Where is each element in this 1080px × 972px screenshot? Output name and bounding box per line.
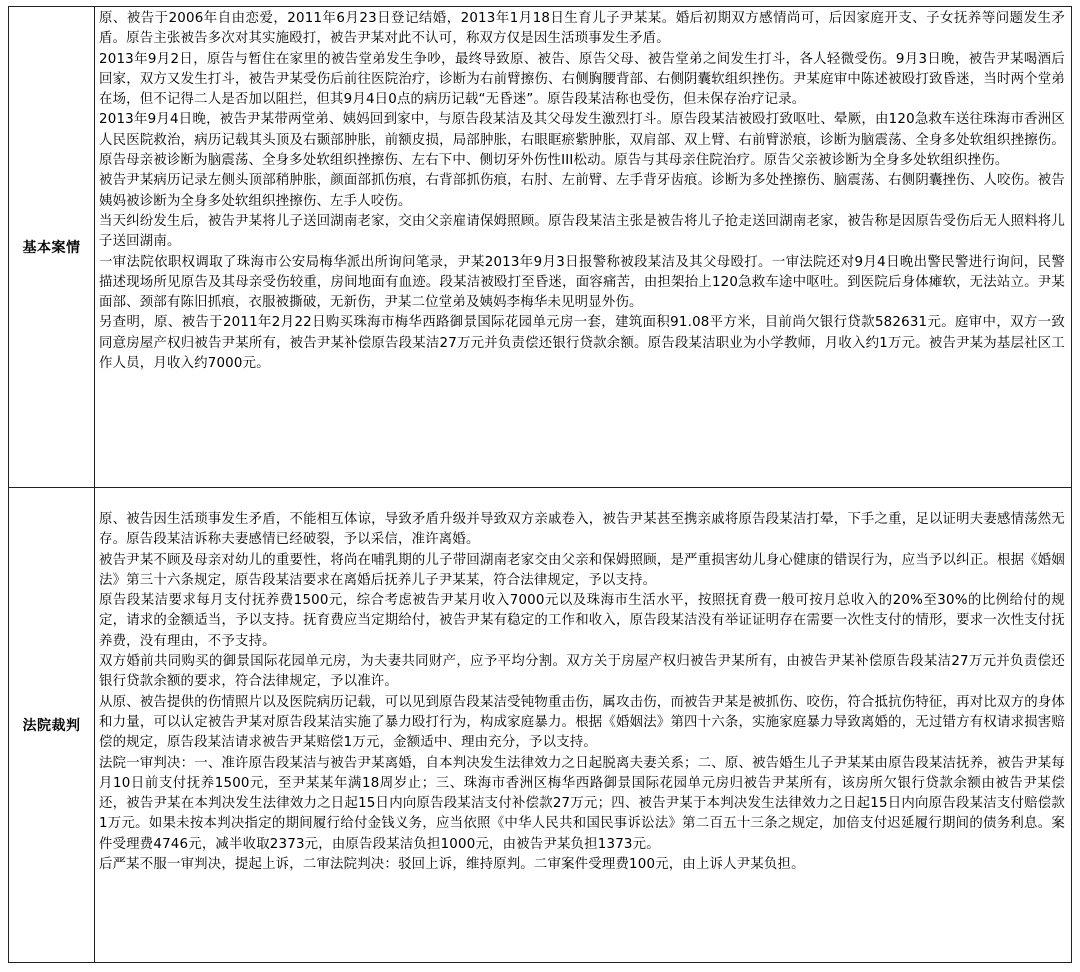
paragraph: 被告尹某病历记录左侧头顶部稍肿胀，颜面部抓伤痕，右背部抓伤痕，右肘、左前臂、左手背牙齿痕。诊断为多处挫擦伤、脑震荡、右侧阴囊挫伤、人咬伤。被告姨妈被诊断为全身多处软组织挫擦伤、左手人咬伤。 xyxy=(99,173,1065,209)
paragraph: 被告尹某不顾及母亲对幼儿的重要性，将尚在哺乳期的儿子带回湖南老家交由父亲和保姆照顾，是严重损害幼儿身心健康的错误行为，应当予以纠正。根据《婚姻法》第三十六条规定，原告段某洁要求在离婚后抚养儿子尹某某，符合法律规定，予以支持。 xyxy=(99,552,1065,588)
paragraph: 双方婚前共同购买的御景国际花园单元房，为夫妻共同财产，应予平均分割。双方关于房屋产权归被告尹某所有，由被告尹某补偿原告段某洁27万元并负责偿还银行贷款余额的要求，符合法律规定，予以准许。 xyxy=(99,654,1065,690)
paragraph: 当天纠纷发生后，被告尹某将儿子送回湖南老家，交由父亲雇请保姆照顾。原告段某洁主张是被告将儿子抢走送回湖南老家，被告称是因原告受伤后无人照料将儿子送回湖南。 xyxy=(99,213,1065,250)
paragraph: 另查明，原、被告于2011年2月22日购买珠海市梅华西路御景国际花园单元房一套，建筑面积91.08平方米，目前尚欠银行贷款582631元。庭审中，双方一致同意房屋产权归被告尹某所有，被告尹某补偿原告段某洁27万元并负责偿还银行贷款余额。原告段某洁职业为小学教师，月收入约1万元。被告尹某为基层社区工作人员，月收入约7000元。 xyxy=(99,315,1065,372)
paragraph: 原、被告于2006年自由恋爱，2011年6月23日登记结婚，2013年1月18日生育儿子尹某某。婚后初期双方感情尚可，后因家庭开支、子女抚养等问题发生矛盾。原告主张被告多次对其实施殴打，被告尹某对此不认可，称双方仅是因生活琐事发生矛盾。 xyxy=(99,11,1066,47)
basic-facts-content xyxy=(95,7,1071,487)
paragraph: 后严某不服一审判决，提起上诉，二审法院判决：驳回上诉，维持原判。二审案件受理费100元，由上诉人尹某负担。 xyxy=(99,857,805,873)
paragraph: 原、被告因生活琐事发生矛盾，不能相互体谅，导致矛盾升级并导致双方亲戚卷入，被告尹某甚至携亲戚将原告段某洁打晕，下手之重，足以证明夫妻感情荡然无存。原告段某洁诉称夫妻感情已经破裂，予以采信，准许离婚。 xyxy=(99,512,1065,548)
paragraph: 法院一审判决：一、准许原告段某洁与被告尹某离婚，自本判决发生法律效力之日起脱离夫妻关系；二、原、被告婚生儿子尹某某由原告段某洁抚养，被告尹某每月10日前支付抚养1500元，至尹某某年满18周岁止；三、珠海市香洲区梅华西路御景国际花园单元房归被告尹某所有，该房所欠银行贷款余额由被告尹某偿还，被告尹某在本判决发生法律效力之日起15日内向原告段某洁支付补偿款27万元；四、被告尹某于本判决发生法律效力之日起15日内向原告段某洁支付赔偿款1万元。如果未按本判决指定的期间履行给付金钱义务，应当依照《中华人民共和国民事诉讼法》第二百五十三条之规定，加倍支付迟延履行期间的债务利息。案件受理费4746元，减半收取2373元，由原告段某洁负担1000元，由被告尹某负担1373元。 xyxy=(99,755,1065,852)
row-label-court-ruling: 法院裁判 xyxy=(9,488,95,962)
paragraph: 从原、被告提供的伤情照片以及医院病历记载，可以见到原告段某洁受钝物重击伤，属攻击伤，而被告尹某是被抓伤、咬伤，符合抵抗伤特征，再对比双方的身体和力量，可以认定被告尹某对原告段某洁实施了暴力殴打行为，构成家庭暴力。根据《婚姻法》第四十六条，实施家庭暴力导致离婚的，无过错方有权请求损害赔偿的规定，原告段某洁请求被告尹某赔偿1万元，金额适中、理由充分，予以支持。 xyxy=(99,694,1065,751)
table-row-court-ruling xyxy=(9,488,1071,962)
paragraph: 2013年9月4日晚，被告尹某带两堂弟、姨妈回到家中，与原告段某洁及其父母发生激烈打斗。原告段某洁被殴打致呕吐、晕厥，由120急救车送往珠海市香洲区人民医院救治，病历记载其头顶及右颞部肿胀，前额皮损，局部肿胀，右眼眶瘀紫肿胀，双肩部、双上臂、右前臂淤痕，诊断为脑震荡、全身多处软组织挫擦伤。原告母亲被诊断为脑震荡、全身多处软组织挫擦伤、左右下中、侧切牙外伤性III松动。原告与其母亲住院治疗。原告父亲被诊断为全身多处软组织挫伤。 xyxy=(99,112,1065,169)
paragraph: 2013年9月2日，原告与暂住在家里的被告堂弟发生争吵，最终导致原、被告、原告父母、被告堂弟之间发生打斗，各人轻微受伤。9月3日晚，被告尹某喝酒后回家，双方又发生打斗，被告尹某受伤后前往医院治疗，诊断为右前臂擦伤、右侧胸腰背部、右侧阴囊软组织挫伤。尹某庭审中陈述被殴打致昏迷，当时两个堂弟在场，但不记得二人是否加以阻拦，但其9月4日0点的病历记载“无昏迷”。原告段某洁称也受伤，但未保存治疗记录。 xyxy=(99,51,1065,108)
court-ruling-content xyxy=(95,488,1071,962)
table-row-basic-facts xyxy=(9,7,1071,488)
case-table xyxy=(8,6,1072,963)
paragraph: 原告段某洁要求每月支付抚养费1500元，综合考虑被告尹某月收入7000元以及珠海市生活水平，按照抚育费一般可按月总收入的20%至30%的比例给付的规定，请求的金额适当，予以支持。抚育费应当定期给付，被告尹某有稳定的工作和收入，原告段某洁没有举证证明存在需要一次性支付的情形，要求一次性支付抚养费，没有理由，不予支持。 xyxy=(99,593,1065,649)
paragraph: 一审法院依职权调取了珠海市公安局梅华派出所询问笔录，尹某2013年9月3日报警称被段某洁及其父母殴打。一审法院还对9月4日晚出警民警进行询问，民警描述现场所见原告及其母亲受伤较重，房间地面有血迹。段某洁被殴打至昏迷，面容痛苦，由担架抬上120急救车途中呕吐。到医院后身体瘫软，无法站立。尹某面部、颈部有陈旧抓痕，衣服被撕破，无新伤，尹某二位堂弟及姨妈李梅华未见明显外伤。 xyxy=(99,254,1065,311)
row-label-basic-facts: 基本案情 xyxy=(9,7,95,487)
